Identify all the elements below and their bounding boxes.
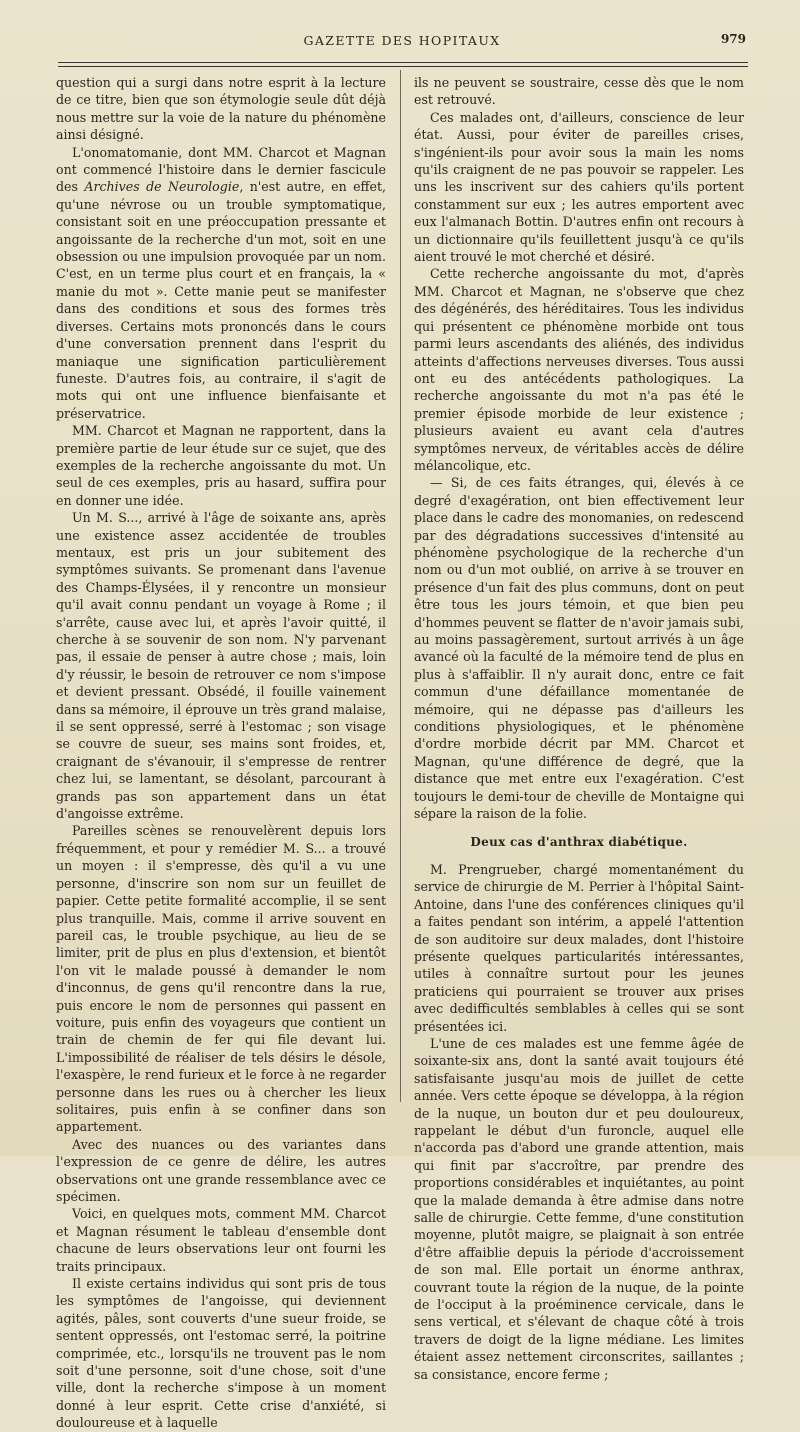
paragraph: ils ne peuvent se soustraire, cesse dès que le nom est retrouvé. xyxy=(414,75,744,108)
paragraph: Voici, en quelques mots, comment MM. Charcot et Magnan résument le tableau d'ensemble dont chacune de leurs observations leur ont fourni les traits principaux. xyxy=(56,1206,386,1274)
paragraph: Avec des nuances ou des variantes dans l'expression de ce genre de délire, les autres observations ont une grande ressemblance avec ce spécimen. xyxy=(56,1136,386,1204)
paragraph: M. Prengrueber, chargé momentanément du service de chirurgie de M. Perrier à l'hôpital Saint-Antoine, dans l'une des conférences cliniques qu'il a faites pendant son intérim, a appelé l'attention de son auditoire sur deux malades, dont l'histoire présente quelques particularités intéressantes, utiles à connaître surtout pour les jeunes praticiens qui pourraient se trouver aux prises avec dedifficultés semblables à celles qui se sont présentées ici. xyxy=(414,861,744,1034)
header-rule xyxy=(58,62,748,63)
left-column xyxy=(56,74,386,1432)
column-divider xyxy=(400,70,401,1102)
paragraph: Ces malades ont, d'ailleurs, conscience de leur état. Aussi, pour éviter de pareilles crises, s'ingénient-ils pour avoir sous la main les noms qu'ils craignent de ne pas pouvoir se rappeler. Les uns les inscrivent sur des cahiers qu'ils portent constamment sur eux ; les autres emportent avec eux l'almanach Bottin. D'autres enfin ont recours à un dictionnaire qu'ils feuillettent jusqu'à ce qu'ils aient trouvé le mot cherché et désiré. xyxy=(414,109,744,265)
right-column xyxy=(414,74,744,1383)
paragraph: Un M. S..., arrivé à l'âge de soixante ans, après une existence assez accidentée de troubles mentaux, est pris un jour subitement des symptômes suivants. Se promenant dans l'avenue des Champs-Élysées, il y rencontre un monsieur qu'il avait connu pendant un voyage à Rome ; il s'arrête, cause avec lui, et après l'avoir quitté, il cherche à se souvenir de son nom. N'y parvenant pas, il essaie de penser à autre chose ; mais, loin d'y réussir, le besoin de retrouver ce nom s'impose et devient pressant. Obsédé, il fouille vainement dans sa mémoire, il éprouve un très grand malaise, il se sent oppressé, serré à l'estomac ; son visage se couvre de sueur, ses mains sont froides, et, craignant de s'évanouir, il s'empresse de rentrer chez lui, se lamentant, se désolant, parcourant à grands pas son appartement dans un état d'angoisse extrême. xyxy=(56,510,386,822)
header-rule-thin xyxy=(58,66,748,67)
journal-title: Archives de Neurologie xyxy=(84,179,240,195)
paragraph: MM. Charcot et Magnan ne rapportent, dans la première partie de leur étude sur ce sujet, que des exemples de la recherche angoissante du mot. Un seul de ces exemples, pris au hasard, suffira pour en donner une idée. xyxy=(56,423,386,508)
section-heading: Deux cas d'anthrax diabétique. xyxy=(470,835,688,850)
running-title: GAZETTE DES HOPITAUX xyxy=(303,33,501,48)
paragraph-text: , n'est autre, en effet, qu'une névrose ou un trouble symptomatique, consistant soit en une préoccupation pressante et angoissante de la recherche d'un mot, soit en une obsession ou une impulsion provoquée par un nom. C'est, en un terme plus court et en français, la « manie du mot ». Cette manie peut se manifester dans des conditions et sous des formes très diverses. Certains mots prononcés dans le cours d'une conversation prennent dans l'esprit du maniaque une signification particulièrement funeste. D'autres fois, au contraire, il s'agit de mots qui ont une influence bienfaisante et préservatrice. xyxy=(56,179,387,421)
page-number: 979 xyxy=(720,32,746,46)
paragraph: Pareilles scènes se renouvelèrent depuis lors fréquemment, et pour y remédier M. S... a trouvé un moyen : il s'empresse, dès qu'il a vu une personne, d'inscrire son nom sur un feuillet de papier. Cette petite formalité accomplie, il se sent plus tranquille. Mais, comme il arrive souvent en pareil cas, le trouble psychique, au lieu de se limiter, prit de plus en plus d'extension, et bientôt l'on vit le malade poussé à demander le nom d'inconnus, de gens qu'il rencontre dans la rue, puis encore le nom de personnes qui passent en voiture, puis enfin des voyageurs que contient un train de chemin de fer qui file devant lui. L'impossibilité de réaliser de tels désirs le désole, l'exaspère, le rend furieux et le force à ne regarder personne dans les rues ou à chercher les lieux solitaires, puis enfin à se confiner dans son appartement. xyxy=(56,823,386,1135)
paragraph-text: L'onomatomanie, dont MM. Charcot et Magnan ont commencé l'histoire dans le dernier fascicule des xyxy=(56,144,386,195)
paragraph: Il existe certains individus qui sont pris de tous les symptômes de l'angoisse, qui deviennent agités, pâles, sont couverts d'une sueur froide, se sentent oppressés, ont l'estomac serré, la poitrine comprimée, etc., lorsqu'ils ne trouvent pas le nom soit d'une personne, soit d'une chose, soit d'une ville, dont la recherche s'impose à un moment donné à leur esprit. Cette crise d'anxiété, si douloureuse et à laquelle xyxy=(56,1276,386,1431)
paragraph: question qui a surgi dans notre esprit à la lecture de ce titre, bien que son étymologie seule dût déjà nous mettre sur la voie de la nature du phénomène ainsi désigné. xyxy=(56,75,386,143)
paragraph: — Si, de ces faits étranges, qui, élevés à ce degré d'exagération, ont bien effectivement leur place dans le cadre des monomanies, on redescend par des dégradations successives d'intensité au phénomène psychologique de la recherche d'un nom ou d'un mot oublié, on arrive à se trouver en présence d'un fait des plus communs, dont on peut être tous les jours témoin, et que bien peu d'hommes peuvent se flatter de n'avoir jamais subi, au moins passagèrement, surtout arrivés à un âge avancé où la faculté de la mémoire tend de plus en plus à s'affaiblir. Il n'y aurait donc, entre ce fait commun d'une défaillance momentanée de mémoire, qui ne dépasse pas d'ailleurs les conditions physiologiques, et le phénomène d'ordre morbide décrit par MM. Charcot et Magnan, qu'une différence de degré, que la distance que met entre eux l'exagération. C'est toujours le demi-tour de cheville de Montaigne qui sépare la raison de la folie. xyxy=(414,475,744,822)
paragraph xyxy=(56,144,386,423)
paragraph: Cette recherche angoissante du mot, d'après MM. Charcot et Magnan, ne s'observe que chez des dégénérés, des héréditaires. Tous les individus qui présentent ce phénomène morbide ont tous parmi leurs ascendants des aliénés, des individus atteints d'affections nerveuses diverses. Tous aussi ont eu des antécédents pathologiques. La recherche angoissante du mot n'a pas été le premier épisode morbide de leur existence ; plusieurs avaient eu avant cela d'autres symptômes nerveux, de véritables accès de délire mélancolique, etc. xyxy=(414,266,744,473)
page-header xyxy=(58,33,746,53)
paragraph: L'une de ces malades est une femme âgée de soixante-six ans, dont la santé avait toujours été satisfaisante jusqu'au mois de juillet de cette année. Vers cette époque se développa, à la région de la nuque, un bouton dur et peu douloureux, rappelant le début d'un furoncle, auquel elle n'accorda pas d'abord une grande attention, mais qui finit par s'accroître, par prendre des proportions considérables et inquiétantes, au point que la malade demanda à être admise dans notre salle de chirurgie. Cette femme, d'une constitution moyenne, plutôt maigre, se plaignait à son entrée d'être affaiblie depuis la période d'accroissement de son mal. Elle portait un énorme anthrax, couvrant toute la région de la nuque, de la pointe de l'occiput à la proéminence cervicale, dans le sens vertical, et s'élevant de chaque côté à trois travers de doigt de la ligne médiane. Les limites étaient assez nettement circonscrites, saillantes ; sa consistance, encore ferme ; xyxy=(414,1035,744,1382)
